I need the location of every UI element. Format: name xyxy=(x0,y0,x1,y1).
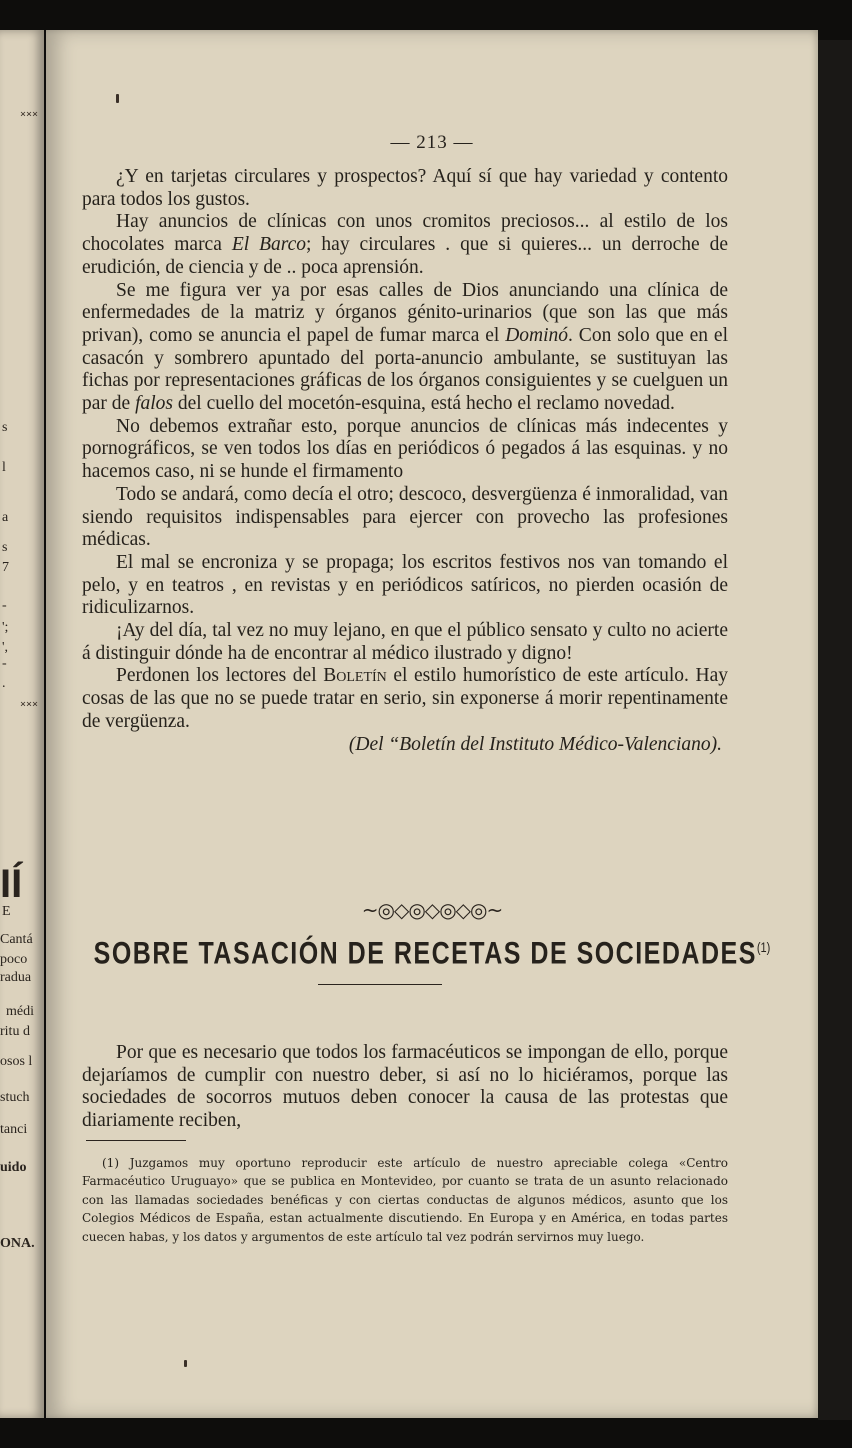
facing-page-fragment: stuch xyxy=(0,1090,30,1105)
facing-page-fragment: ritu d xyxy=(0,1024,30,1039)
page-number: — 213 — xyxy=(390,132,474,153)
source-citation: (Del “Boletín del Instituto Médico-Valenciano). xyxy=(348,733,722,755)
page-blemish xyxy=(184,1360,187,1367)
facing-page-fragment: ', xyxy=(2,640,9,655)
ornamental-border: ××× xyxy=(20,699,39,710)
facing-page-fragment: radua xyxy=(0,970,32,985)
section-body xyxy=(82,1042,728,1133)
facing-page-fragment: Cantá xyxy=(0,932,33,947)
article-body xyxy=(82,166,728,756)
facing-page-fragment: poco xyxy=(0,952,28,967)
paragraph: Por que es necesario que todos los farmacéuticos se impongan de ello, porque dejaríamos de cumplir con nuestro deber, si así no lo hiciéramos, porque las sociedades de socorros mutuos deben conocer la causa de las protestas que diariamente reciben, xyxy=(82,1042,728,1132)
ornamental-border: ××× xyxy=(20,109,39,120)
facing-page-fragment: tanci xyxy=(0,1122,28,1137)
paragraph: No debemos extrañar esto, porque anuncios de clínicas más indecentes y pornográficos, se ven todos los días en periódicos ó pegados á las esquinas. y no hacemos caso, ni se hunde el firmamento xyxy=(82,415,728,483)
paragraph: ¡Ay del día, tal vez no muy lejano, en que el público sensato y culto no acierte á distinguir dónde ha de encontrar al médico ilustrado y digno! xyxy=(82,620,728,664)
paragraph: Todo se andará, como decía el otro; descoco, desvergüenza é inmoralidad, van siendo requisitos indispensables para ejercer con provecho las profesiones médicas. xyxy=(82,483,728,551)
facing-page-edge xyxy=(0,30,44,1418)
facing-page-fragment: ONA. xyxy=(0,1236,35,1251)
section-heading: SOBRE TASACIÓN DE RECETAS DE SOCIEDADES$^{(1)}$ xyxy=(93,936,771,971)
book-page xyxy=(46,30,818,1418)
facing-page-fragment: E xyxy=(2,904,11,919)
paragraph: Se me figura ver ya por esas calles de Dios anunciando una clínica de enfermedades de la matriz y órganos génito-urinarios (que son las que más privan), como se anuncia el papel de fumar marca el Dominó. Con solo que en el casacón y sombrero apuntado del porta-anuncio ambulante, se sustituyan las fichas por representaciones gráficas de los órganos consiguientes y se cuelguen un par de falos del cuello del mocetón-esquina, está hecho el reclamo novedad. xyxy=(82,279,728,415)
paragraph: El mal se encroniza y se propaga; los escritos festivos nos van tomando el pelo, y en teatros , en revistas y en periódicos satíricos, no pierden ocasión de ridiculizarnos. xyxy=(82,551,728,619)
footnote xyxy=(82,1154,728,1246)
footnote-text: (1) Juzgamos muy oportuno reproducir este artículo de nuestro apreciable colega «Centro Farmacéutico Uruguayo» que se publica en Montevideo, por cuanto se trata de un asunto relacionado con las llamadas sociedades benéficas y con ciertas conductas de algunos médicos, asunto que los Colegios Médicos de España, estan actualmente discutiendo. En Europa y en América, en todas partes cuecen habas, y los datos y argumentos de este artículo tal vez podrán servirnos muy luego. xyxy=(82,1156,728,1244)
facing-page-fragment: 7 xyxy=(2,560,9,575)
facing-page-fragment: médi xyxy=(6,1004,34,1019)
facing-page-fragment: - xyxy=(2,598,7,613)
facing-page-fragment: uido xyxy=(0,1160,27,1175)
facing-page-fragment: osos l xyxy=(0,1054,33,1069)
paragraph: Hay anuncios de clínicas con unos cromitos preciosos... al estilo de los chocolates marca El Barco; hay circulares . que si quieres... un derroche de erudición, de ciencia y de .. poca aprensión. xyxy=(82,211,729,278)
footnote-rule xyxy=(86,1140,186,1141)
ornament-divider: ~◎◇◎◇◎◇◎~ xyxy=(361,898,503,922)
heading-rule xyxy=(318,984,442,985)
facing-page-fragment: a xyxy=(2,510,9,525)
facing-page-fragment: s xyxy=(2,420,8,435)
page-blemish xyxy=(116,94,119,103)
facing-page-fragment: . xyxy=(2,676,6,691)
facing-page-fragment: s xyxy=(2,540,8,555)
facing-page-fragment: - xyxy=(2,656,7,671)
footnote-marker: (1) xyxy=(756,940,771,956)
paragraph: Perdonen los lectores del Boletín el estilo humorístico de este artículo. Hay cosas de las que no se puede tratar en serio, sin exponerse á morir repentinamente de vergüenza. xyxy=(82,665,728,732)
facing-page-fragment: l xyxy=(2,460,6,475)
facing-page-fragment: IÍ xyxy=(0,862,23,906)
background-edge xyxy=(818,40,852,1420)
paragraph: ¿Y en tarjetas circulares y prospectos? Aquí sí que hay variedad y contento para todos los gustos. xyxy=(82,166,728,210)
facing-page-fragment: '; xyxy=(2,620,9,635)
